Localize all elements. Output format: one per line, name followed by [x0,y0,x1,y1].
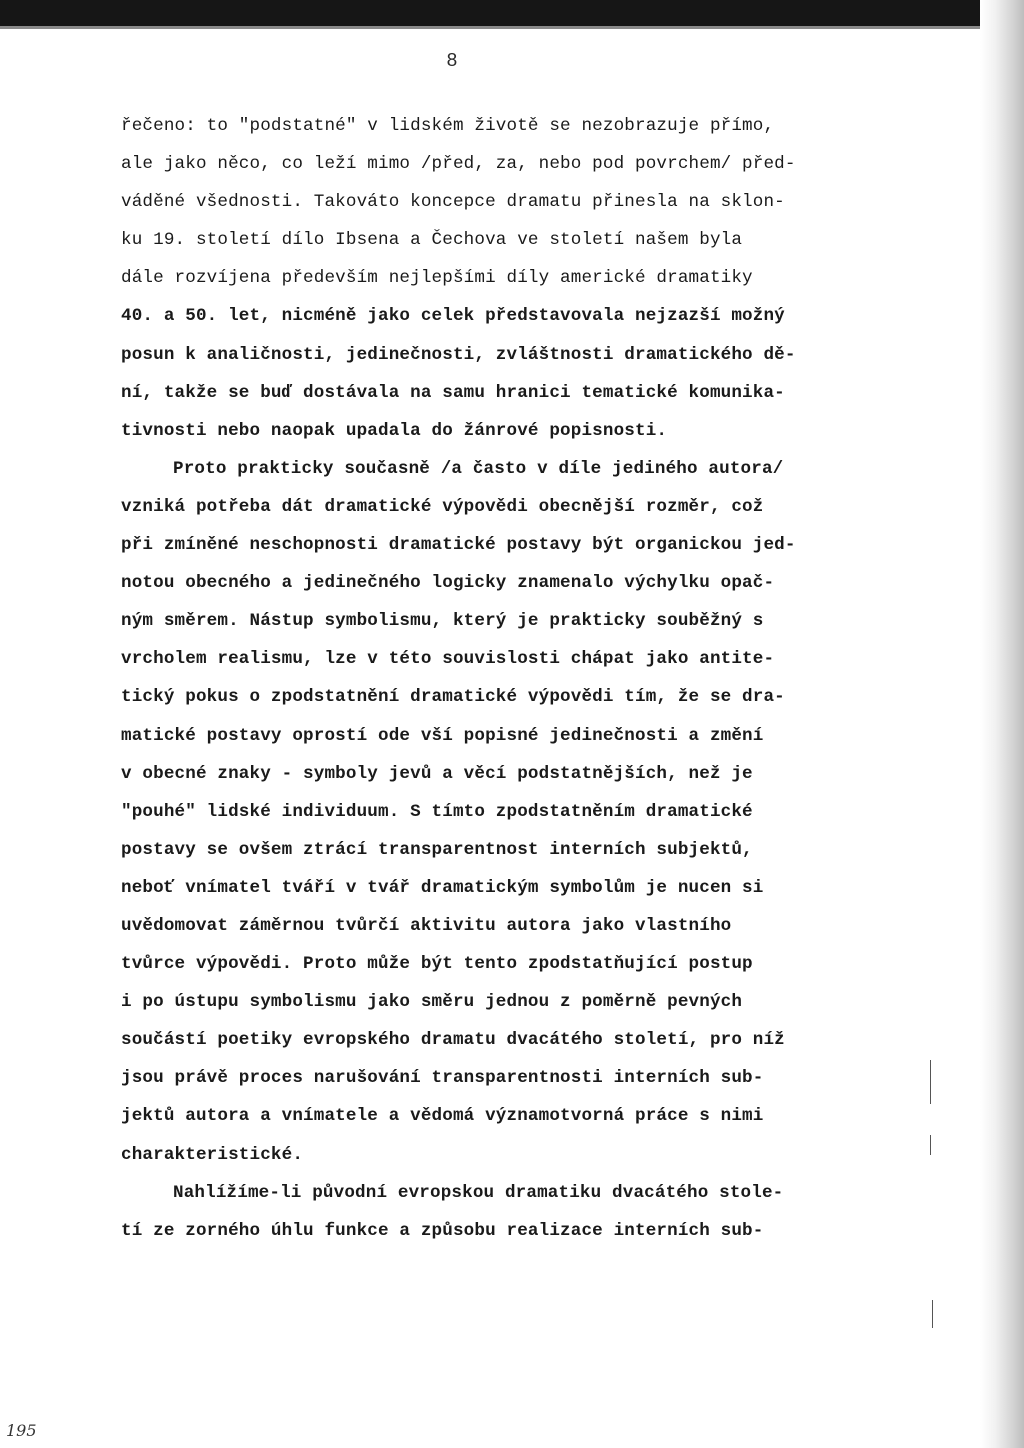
handwritten-page-note: 195 [6,1421,37,1440]
text-line: tivnosti nebo naopak upadala do žánrové popisnosti. [121,420,668,441]
text-line: charakteristické. [121,1144,304,1165]
text-line: notou obecného a jedinečného logicky znamenalo výchylku opač- [121,573,775,594]
text-line: součástí poetiky evropského dramatu dvacátého století, pro níž [121,1030,785,1051]
margin-mark [932,1300,933,1328]
text-line: váděné všednosti. Takováto koncepce dramatu přinesla na sklon- [121,192,785,213]
text-line: ku 19. století dílo Ibsena a Čechova ve století našem byla [121,230,743,251]
scan-top-edge [0,0,1024,26]
text-line: řečeno: to "podstatné" v lidském životě se nezobrazuje přímo, [121,116,775,136]
text-line: dále rozvíjena především nejlepšími díly americké dramatiky [121,268,753,289]
text-line: 40. a 50. let, nicméně jako celek představovala nejzazší možný [121,306,785,327]
text-line: při zmíněné neschopnosti dramatické postavy být organickou jed- [121,535,796,556]
text-line: tí ze zorného úhlu funkce a způsobu realizace interních sub- [121,1220,764,1241]
text-line: Proto prakticky současně /a často v díle jediného autora/ [173,458,784,479]
paragraph [121,450,856,1174]
text-line: tický pokus o zpodstatnění dramatické výpovědi tím, že se dra- [121,687,785,708]
text-line: Nahlížíme-li původní evropskou dramatiku dvacátého stole- [173,1182,784,1203]
text-line: i po ústupu symbolismu jako směru jednou z poměrně pevných [121,992,743,1013]
margin-mark [930,1060,931,1104]
margin-mark [930,1135,931,1155]
text-line: ale jako něco, co leží mimo /před, za, nebo pod povrchem/ před- [121,154,796,175]
text-line: postavy se ovšem ztrácí transparentnost interních subjektů, [121,839,753,860]
page-number: 8 [446,50,458,72]
scan-right-edge [980,0,1024,1448]
text-line: neboť vnímatel tváří v tvář dramatickým symbolům je nucen si [121,877,764,898]
text-line: vzniká potřeba dát dramatické výpovědi obecnější rozměr, což [121,496,764,517]
text-line: vrcholem realismu, lze v této souvislosti chápat jako antite- [121,649,775,670]
text-line: "pouhé" lidské individuum. S tímto zpodstatněním dramatické [121,801,753,822]
text-line: matické postavy oprostí ode vší popisné jedinečnosti a změní [121,725,764,746]
text-line: posun k analičnosti, jedinečnosti, zvláštnosti dramatického dě- [121,344,796,365]
paragraph [121,1174,856,1250]
text-line: ným směrem. Nástup symbolismu, který je prakticky souběžný s [121,611,764,632]
document-body [121,107,856,1250]
text-line: ní, takže se buď dostávala na samu hranici tematické komunika- [121,382,785,403]
text-line: jektů autora a vnímatele a vědomá významotvorná práce s nimi [121,1106,764,1127]
scan-top-edge-shadow [0,26,1024,29]
text-line: uvědomovat záměrnou tvůrčí aktivitu autora jako vlastního [121,915,732,936]
text-line: jsou právě proces narušování transparentnosti interních sub- [121,1068,764,1089]
text-line: v obecné znaky - symboly jevů a věcí podstatnějších, než je [121,763,753,784]
paragraph [121,107,856,450]
text-line: tvůrce výpovědi. Proto může být tento zpodstatňující postup [121,954,753,975]
